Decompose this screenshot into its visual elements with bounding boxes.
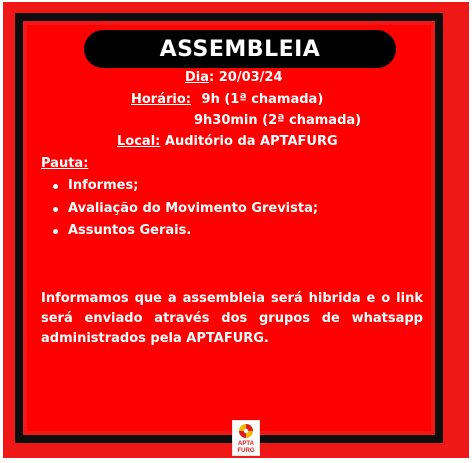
aptafurg-logo (232, 420, 260, 456)
pauta-label: Pauta: (41, 156, 89, 171)
logo-text-top: APTA (238, 441, 254, 447)
dia-label: Dia (185, 70, 210, 85)
aviso-paragraph: Informamos que a assembleia será hibrida e o link será enviado através dos grupos de whatsapp administrados pela APTAFURG. (41, 291, 423, 346)
horario-line-1 (131, 91, 323, 109)
horario-second-call: 9h30min (2ª chamada) (194, 113, 362, 128)
logo-emblem-icon (233, 421, 259, 441)
horario-first-call: 9h (1ª chamada) (201, 92, 324, 107)
logo-text-bottom: FURG (237, 448, 255, 454)
pauta-item: Informes; (68, 178, 139, 193)
title-banner (84, 30, 396, 68)
dia-line (185, 69, 283, 87)
pauta-item: Assuntos Gerais. (68, 223, 192, 238)
local-line (117, 133, 338, 151)
bullet-icon (53, 229, 58, 234)
bullet-icon (53, 184, 58, 189)
dia-value: : 20/03/24 (209, 70, 283, 85)
horario-label: Horário: (131, 92, 191, 107)
local-value: Auditório da APTAFURG (164, 134, 338, 149)
pauta-item: Avaliação do Movimento Grevista; (68, 201, 319, 216)
bullet-icon (53, 207, 58, 212)
page-title: ASSEMBLEIA (159, 36, 321, 62)
local-label: Local: (117, 134, 161, 149)
